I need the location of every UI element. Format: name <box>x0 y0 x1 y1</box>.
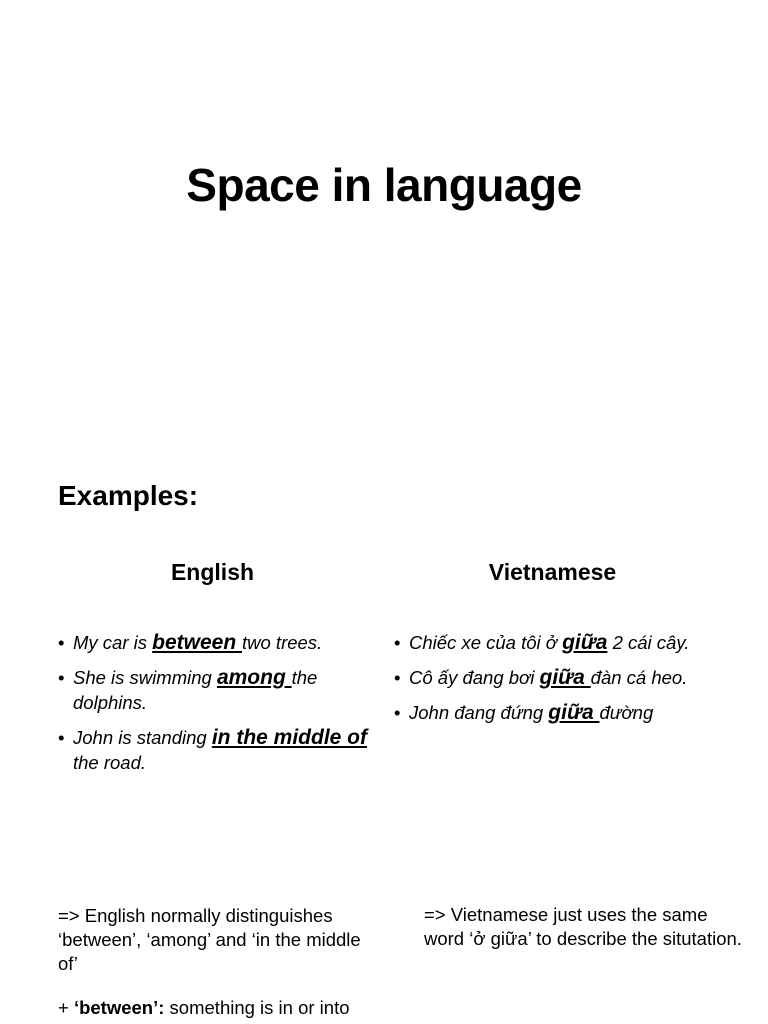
definition-prefix: + <box>58 997 74 1018</box>
list-item <box>58 630 368 655</box>
examples-heading: Examples: <box>58 480 199 511</box>
list-item <box>394 700 694 725</box>
example-text: Cô ấy đang bơi <box>409 667 540 688</box>
bullet-icon: • <box>58 632 65 653</box>
example-text: đường <box>599 702 654 723</box>
example-text: Chiếc xe của tôi ở <box>409 632 563 653</box>
vietnamese-example-list <box>394 630 694 735</box>
bullet-icon: • <box>58 667 65 688</box>
example-text: My car is <box>73 632 153 653</box>
list-item <box>58 725 368 775</box>
vietnamese-column-heading: Vietnamese <box>488 559 617 585</box>
definition-text: something is in or into <box>164 997 350 1018</box>
highlighted-preposition: giữa <box>562 631 608 654</box>
example-text: the dolphins. <box>73 667 318 713</box>
example-text: 2 cái cây. <box>607 632 690 653</box>
english-conclusion: => English normally distinguishes ‘between’, ‘among’ and ‘in the middle of’ <box>58 905 361 974</box>
between-definition <box>58 996 418 1020</box>
example-text: two trees. <box>242 632 323 653</box>
example-text: John is standing <box>73 727 212 748</box>
vietnamese-conclusion: => Vietnamese just uses the same word ‘ở giữa’ to describe the situtation. <box>424 904 742 949</box>
english-column-heading: English <box>170 559 255 585</box>
list-item <box>394 630 694 655</box>
highlighted-preposition: between <box>152 631 242 654</box>
example-text: đàn cá heo. <box>590 667 688 688</box>
highlighted-preposition: among <box>216 666 292 689</box>
slide-title: Space in language <box>186 159 582 211</box>
bullet-icon: • <box>394 702 401 723</box>
english-example-list <box>58 630 368 785</box>
highlighted-preposition: giữa <box>539 666 591 689</box>
list-item <box>394 665 694 690</box>
bullet-icon: • <box>394 632 401 653</box>
highlighted-preposition: in the middle of <box>211 726 368 749</box>
example-text: John đang đứng <box>409 702 549 723</box>
bullet-icon: • <box>58 727 65 748</box>
example-text: the road. <box>73 752 147 773</box>
definition-term: ‘between’: <box>73 997 165 1018</box>
bullet-icon: • <box>394 667 401 688</box>
example-text: She is swimming <box>73 667 217 688</box>
list-item <box>58 665 368 715</box>
highlighted-preposition: giữa <box>548 701 600 724</box>
